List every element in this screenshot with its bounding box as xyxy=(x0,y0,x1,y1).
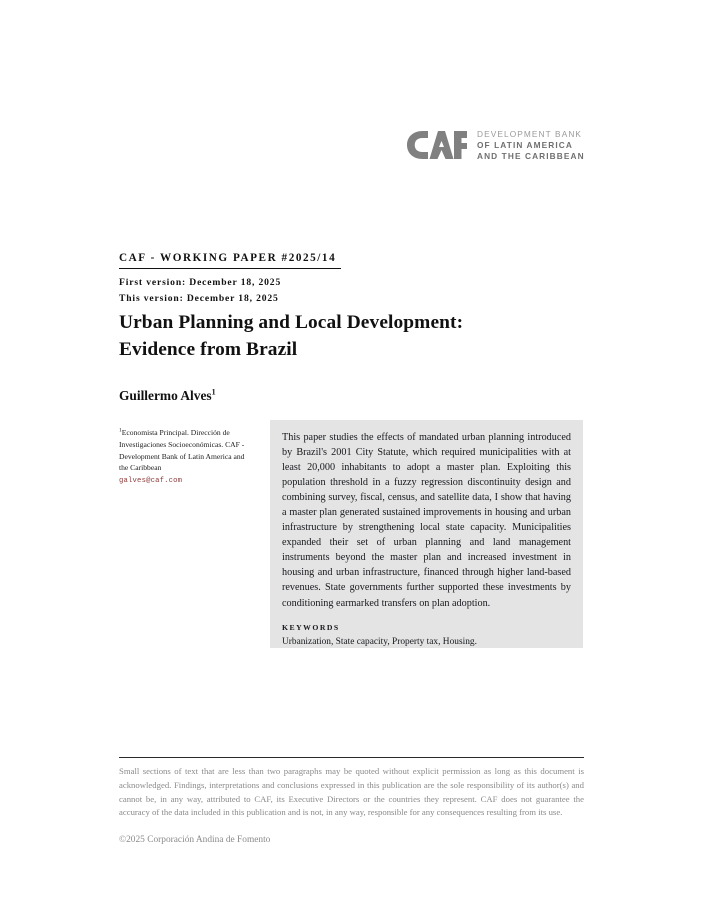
author-footnote-marker: 1 xyxy=(211,387,216,397)
author-label: Guillermo Alves xyxy=(119,388,212,403)
first-version-date: First version: December 18, 2025 xyxy=(119,277,282,289)
footer-divider xyxy=(119,757,584,758)
caf-logomark-icon xyxy=(406,130,468,160)
page-title xyxy=(119,310,589,364)
this-version-date: This version: December 18, 2025 xyxy=(119,292,279,304)
affiliation-text: Economista Principal. Dirección de Investigaciones Socioeconómicas. CAF - Development Bank of Latin America and the Caribbean xyxy=(119,428,245,473)
caf-logo xyxy=(406,129,585,162)
abstract-panel xyxy=(270,420,583,648)
logo-line-3: AND THE CARIBBEAN xyxy=(477,150,585,161)
legal-disclaimer: Small sections of text that are less than two paragraphs may be quoted without explicit permission as long as this document is acknowledged. Findings, interpretations and conclusions expressed in this publication are the sole responsibility of its author(s) and cannot be, in any way, attributed to CAF, its Executive Directors or the countries they represent. CAF does not guarantee the accuracy of the data included in this publication and is not, in any way, responsible for any consequences resulting from its use. xyxy=(119,766,584,818)
working-paper-series-title: CAF - WORKING PAPER #2025/14 xyxy=(119,252,337,264)
working-paper-header xyxy=(119,248,585,306)
author-affiliation xyxy=(119,427,255,487)
keywords-heading: KEYWORDS xyxy=(282,622,340,632)
author-email-link[interactable]: galves@caf.com xyxy=(119,476,183,485)
header-divider xyxy=(119,268,341,269)
affiliation-footnote-marker: 1 xyxy=(119,427,122,434)
keywords-list: Urbanization, State capacity, Property tax, Housing. xyxy=(282,636,477,647)
abstract-text: This paper studies the effects of mandated urban planning introduced by Brazil's 2001 City Statute, which required municipalities with at least 20,000 inhabitants to adopt a master plan. Exploiting this population threshold in a fuzzy regression discontinuity design and combining survey, fiscal, census, and satellite data, I show that having a master plan generated sustained improvements in housing and urban infrastructure by strengthening local state capacity. Municipalities expanded their set of urban planning and land management instruments beyond the master plan and increased investment in housing and urban infrastructure, financed through higher land-based revenues. State governments further supported these investments by conditioning earmarked transfers on plan adoption. xyxy=(282,432,571,609)
logo-line-1: DEVELOPMENT BANK xyxy=(477,129,583,139)
copyright-notice: ©2025 Corporación Andina de Fomento xyxy=(119,835,271,845)
author-name xyxy=(119,388,216,404)
logo-line-2: OF LATIN AMERICA xyxy=(477,139,573,150)
caf-logo-wordmark xyxy=(477,129,585,162)
paper-title-line-2: Evidence from Brazil xyxy=(119,338,298,360)
paper-title-line-1: Urban Planning and Local Development: xyxy=(119,312,464,333)
